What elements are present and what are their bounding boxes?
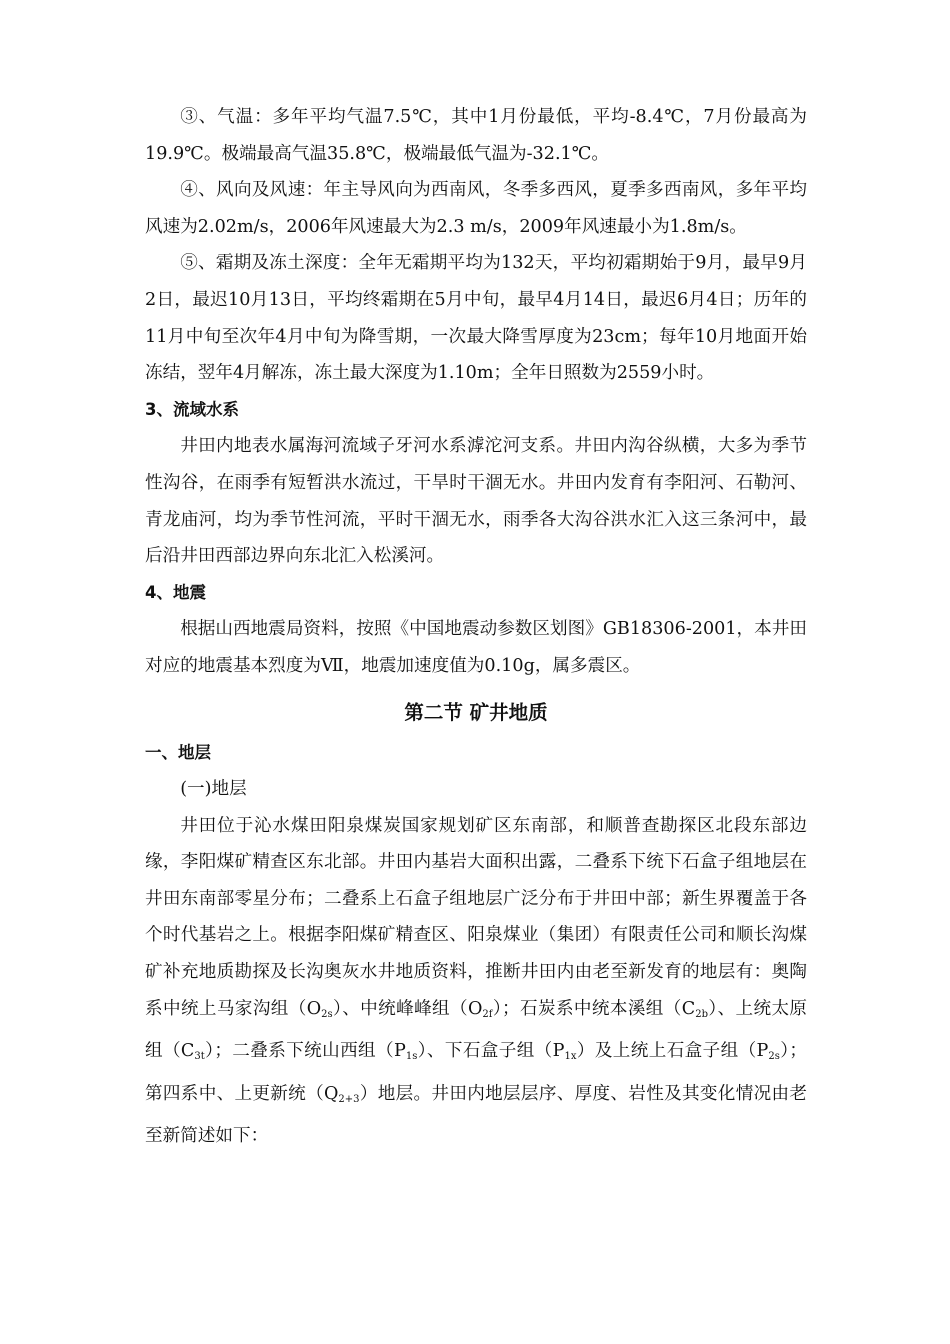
temperature-paragraph: ③、气温：多年平均气温7.5℃，其中1月份最低，平均-8.4℃，7月份最高为19.9℃。极端最高气温35.8℃，极端最低气温为-32.1℃。	[145, 107, 807, 164]
strata-paragraph	[145, 808, 807, 1155]
strata-text: ）、上统太原组（C	[145, 998, 808, 1062]
strata-text: ）、中统峰峰组（O	[332, 998, 483, 1019]
text-column	[145, 99, 807, 1155]
subscript: 2b	[695, 1008, 708, 1020]
strata-heading: 一、地层	[145, 742, 211, 762]
subscript: 1x	[564, 1051, 577, 1063]
subscript: 2s	[768, 1051, 780, 1063]
subscript: 2+3	[338, 1093, 360, 1105]
strata-subheading: (一)地层	[180, 779, 247, 800]
frost-paragraph: ⑤、霜期及冻土深度：全年无霜期平均为132天，平均初霜期始于9月，最早9月2日，最迟10月13日，平均终霜期在5月中旬，最早4月14日，最迟6月4日；历年的11月中旬至次年4月中旬为降雪期，一次最大降雪厚度为23cm；每年10月地面开始冻结，翌年4月解冻，冻土最大深度为1.10m；全年日照数为2559小时。	[145, 253, 807, 384]
earthquake-heading: 4、地震	[145, 582, 206, 602]
earthquake-paragraph: 根据山西地震局资料，按照《中国地震动参数区划图》GB18306-2001，本井田对应的地震基本烈度为Ⅶ，地震加速度值为0.10g，属多震区。	[145, 619, 807, 676]
strata-text: ）；二叠系下统山西组（P	[204, 1041, 406, 1062]
strata-text: ）、下石盒子组（P	[417, 1041, 565, 1062]
drainage-paragraph: 井田内地表水属海河流域子牙河水系滹沱河支系。井田内沟谷纵横，大多为季节性沟谷，在雨季有短暂洪水流过，干旱时干涸无水。井田内发育有李阳河、石勒河、青龙庙河，均为季节性河流，平时干涸无水，雨季各大沟谷洪水汇入这三条河中，最后沿井田西部边界向东北汇入松溪河。	[145, 436, 807, 567]
strata-text: ）及上统上石盒子组（P	[576, 1041, 769, 1062]
subscript: 1s	[405, 1051, 418, 1063]
strata-text: ）地层。井田内地层层序、厚度、岩性及其变化情况由老至新简述如下：	[145, 1083, 807, 1147]
subscript: 2f	[482, 1008, 493, 1020]
strata-text: ）；第四系中、上更新统（Q	[145, 1041, 808, 1104]
strata-text: 井田位于沁水煤田阳泉煤炭国家规划矿区东南部，和顺普查勘探区北段东部边缘，李阳煤矿精查区东北部。井田内基岩大面积出露，二叠系下统下石盒子组地层在井田东南部零星分布；二叠系上石盒子组地层广泛分布于井田中部；新生界覆盖于各个时代基岩之上。根据李阳煤矿精查区、阳泉煤业（集团）有限责任公司和顺长沟煤矿补充地质勘探及长沟奥灰水井地质资料，推断井田内由老至新发育的地层有：奥陶系中统上马家沟组（O	[145, 815, 807, 1019]
subscript: 2s	[321, 1008, 333, 1020]
section-title: 第二节 矿井地质	[404, 700, 548, 724]
strata-text: ）；石炭系中统本溪组（C	[492, 998, 696, 1019]
drainage-heading: 3、流域水系	[145, 399, 239, 419]
wind-paragraph: ④、风向及风速：年主导风向为西南风，冬季多西风，夏季多西南风，多年平均风速为2.02m/s，2006年风速最大为2.3 m/s，2009年风速最小为1.8m/s。	[145, 180, 807, 237]
subscript: 3t	[194, 1051, 205, 1063]
